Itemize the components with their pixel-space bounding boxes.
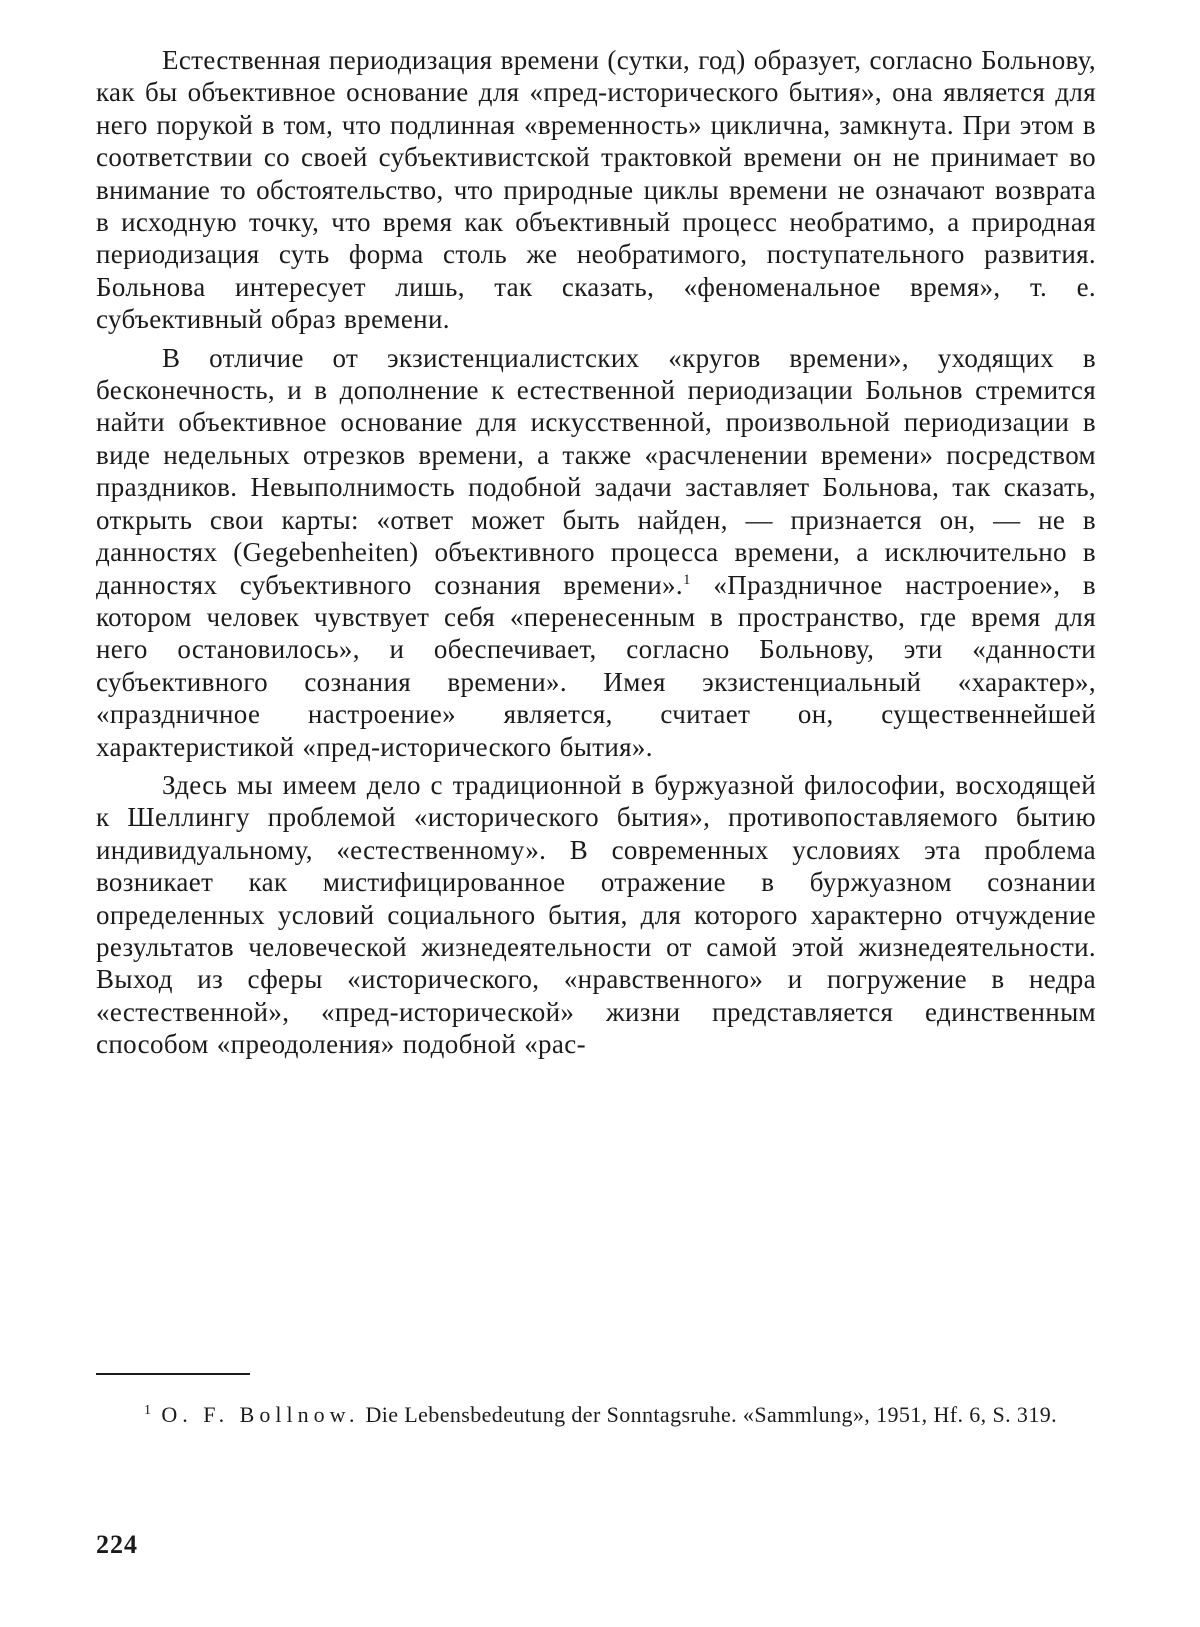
page-number: 224: [96, 1530, 138, 1559]
paragraph-2-text-continued: «Праздничное настроение», в котором человек чувствует себя «перенесенным в пространство, где время для него остановилось», и обеспечивает, согласно Больнову, эти «данности субъективного сознания времени». Имея экзистенциальный «характер», «праздничное настроение» является, считает он, существеннейшей характеристикой «пред-исторического бытия».: [96, 569, 1096, 762]
footnote-text: Die Lebensbedeutung der Sonntagsruhe. «Sammlung», 1951, Hf. 6, S. 319.: [365, 1402, 1058, 1427]
footnote-number: 1: [144, 1402, 152, 1418]
paragraph-3: [96, 769, 1096, 1061]
footnote-divider: [96, 1373, 250, 1375]
footnote-reference[interactable]: 1: [683, 571, 691, 588]
paragraph-1-text: Естественная периодизация времени (сутки, год) образует, согласно Больнову, как бы объективное основание для «пред-исторического бытия», она является для него порукой в том, что подлинная «временность» циклична, замкнута. При этом в соответствии со своей субъективистской трактовкой времени он не принимает во внимание то обстоятельство, что природные циклы времени не означают возврата в исходную точку, что время как объективный процесс необратимо, а природная периодизация суть форма столь же необратимого, поступательного развития. Больнова интересует лишь, так сказать, «феноменальное время», т. е. субъективный образ времени.: [96, 45, 1096, 335]
footnote-author: O. F. Bollnow.: [161, 1402, 360, 1427]
page-body: [96, 44, 1096, 1061]
paragraph-2-text: В отличие от экзистенциалистских «кругов времени», уходящих в бесконечность, и в дополнение к естественной периодизации Больнов стремится найти объективное основание для искусственной, произвольной периодизации в виде недельных отрезков времени, а также «расчленении времени» посредством праздников. Невыполнимость подобной задачи заставляет Больнова, так сказать, открыть свои карты: «ответ может быть найден, — признается он, — не в данностях (Gegebenheiten) объективного процесса времени, а исключительно в данностях субъективного сознания времени».: [96, 342, 1096, 600]
paragraph-1: [96, 44, 1096, 336]
paragraph-3-text: Здесь мы имеем дело с традиционной в буржуазной философии, восходящей к Шеллингу проблемой «исторического бытия», противопоставляемого бытию индивидуальному, «естественному». В современных условиях эта проблема возникает как мистифицированное отражение в буржуазном сознании определенных условий социального бытия, для которого характерно отчуждение результатов человеческой жизнедеятельности от самой этой жизнедеятельности. Выход из сферы «исторического, «нравственного» и погружение в недра «естественной», «пред-исторической» жизни представляется единственным способом «преодоления» подобной «рас-: [96, 769, 1096, 1060]
paragraph-2: [96, 342, 1096, 763]
footnote: [96, 1400, 1096, 1430]
